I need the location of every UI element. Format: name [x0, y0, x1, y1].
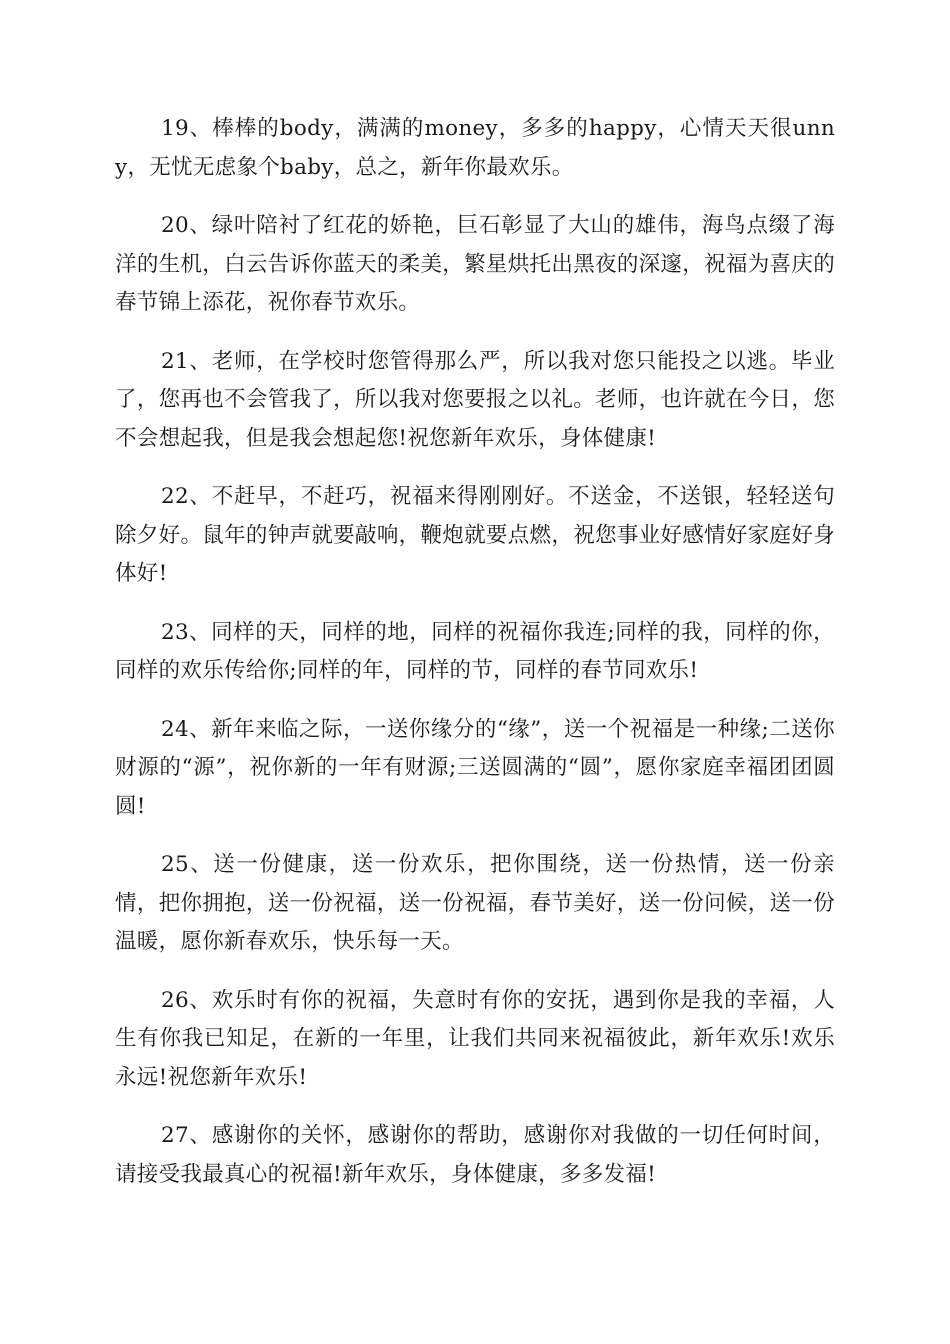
paragraph-23: 23、同样的天，同样的地，同样的祝福你我连;同样的我，同样的你，同样的欢乐传给你;同样的年，同样的节，同样的春节同欢乐! — [115, 619, 835, 683]
paragraph-21: 21、老师，在学校时您管得那么严，所以我对您只能投之以逃。毕业了，您再也不会管我了，所以我对您要报之以礼。老师，也许就在今日，您不会想起我，但是我会想起您!祝您新年欢乐，身体健康! — [115, 348, 835, 451]
paragraph-19: 19、棒棒的body，满满的money，多多的happy，心情天天很unny，无忧无虑象个baby，总之，新年你最欢乐。 — [115, 116, 835, 180]
paragraph-25: 25、送一份健康，送一份欢乐，把你围绕，送一份热情，送一份亲情，把你拥抱，送一份祝福，送一份祝福，春节美好，送一份问候，送一份温暖，愿你新春欢乐，快乐每一天。 — [115, 852, 835, 954]
document-body — [115, 110, 835, 1214]
paragraph-27: 27、感谢你的关怀，感谢你的帮助，感谢你对我做的一切任何时间，请接受我最真心的祝福!新年欢乐，身体健康，多多发福! — [115, 1123, 835, 1187]
paragraph-24: 24、新年来临之际，一送你缘分的“缘”，送一个祝福是一种缘;二送你财源的“源”，祝你新的一年有财源;三送圆满的“圆”，愿你家庭幸福团团圆圆! — [115, 716, 835, 819]
paragraph-26: 26、欢乐时有你的祝福，失意时有你的安抚，遇到你是我的幸福，人生有你我已知足，在新的一年里，让我们共同来祝福彼此，新年欢乐!欢乐永远!祝您新年欢乐! — [115, 987, 835, 1090]
paragraph-22: 22、不赶早，不赶巧，祝福来得刚刚好。不送金，不送银，轻轻送句除夕好。鼠年的钟声就要敲响，鞭炮就要点燃，祝您事业好感情好家庭好身体好! — [115, 484, 835, 586]
paragraph-20: 20、绿叶陪衬了红花的娇艳，巨石彰显了大山的雄伟，海鸟点缀了海洋的生机，白云告诉你蓝天的柔美，繁星烘托出黑夜的深邃，祝福为喜庆的春节锦上添花，祝你春节欢乐。 — [115, 213, 835, 315]
